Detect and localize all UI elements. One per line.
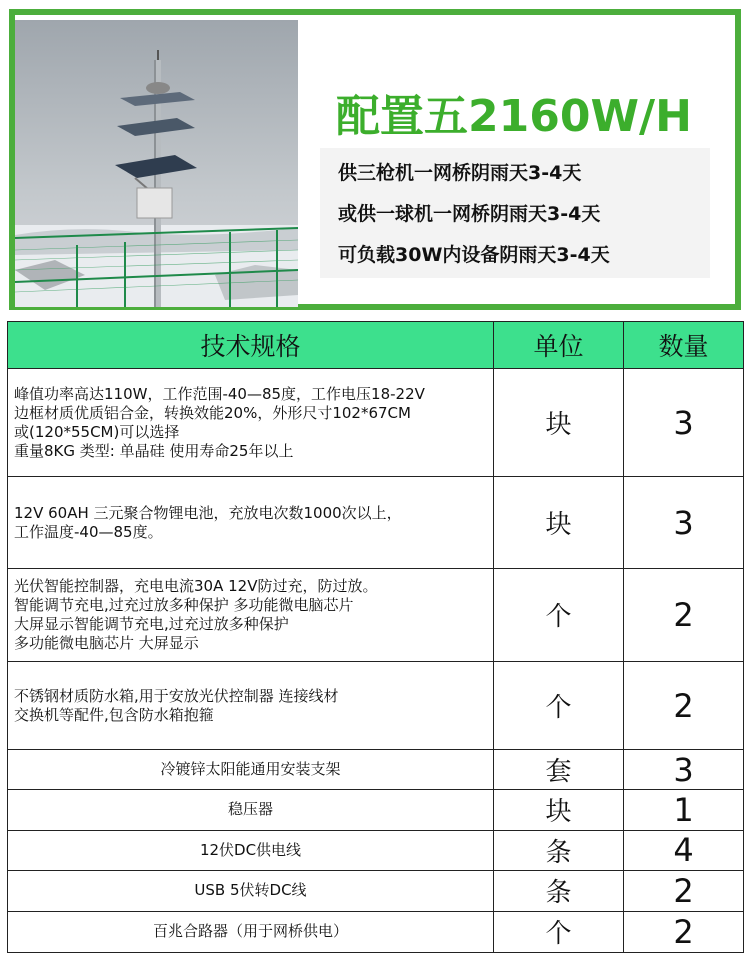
config-title: 配置五2160W/H (336, 91, 692, 142)
qty-cell: 2 (624, 568, 744, 661)
unit-cell: 块 (494, 790, 624, 830)
capability-line: 供三枪机一网桥阴雨天3-4天 (338, 162, 582, 184)
capability-line: 可负载30W内设备阴雨天3-4天 (338, 244, 610, 266)
unit-cell: 条 (494, 830, 624, 870)
unit-cell: 个 (494, 911, 624, 952)
spec-cell: 百兆合路器（用于网桥供电） (8, 911, 494, 952)
column-header-spec: 技术规格 (8, 322, 494, 369)
qty-cell: 4 (624, 830, 744, 870)
spec-line: 多功能微电脑芯片 大屏显示 (14, 633, 199, 652)
spec-line: 工作温度-40—85度。 (14, 522, 163, 541)
product-photo (15, 20, 298, 307)
spec-line: 重量8KG 类型: 单晶硅 使用寿命25年以上 (14, 441, 294, 460)
spec-line: 大屏显示智能调节充电,过充过放多种保护 (14, 614, 289, 633)
spec-cell: 稳压器 (8, 790, 494, 830)
table-row (8, 830, 744, 870)
spec-cell (8, 662, 494, 750)
capability-lines (320, 148, 710, 278)
qty-cell: 2 (624, 870, 744, 911)
table-row (8, 477, 744, 568)
table-row (8, 790, 744, 830)
table-header-row (8, 322, 744, 369)
unit-cell: 套 (494, 750, 624, 790)
qty-cell: 2 (624, 662, 744, 750)
qty-cell: 3 (624, 369, 744, 477)
unit-cell: 个 (494, 568, 624, 661)
spec-cell: 12伏DC供电线 (8, 830, 494, 870)
spec-line: 12V 60AH 三元聚合物锂电池，充放电次数1000次以上， (14, 503, 402, 522)
spec-line: 或(120*55CM)可以选择 (14, 422, 180, 441)
qty-cell: 3 (624, 477, 744, 568)
table-row (8, 750, 744, 790)
spec-line: 边框材质优质铝合金，转换效能20%，外形尺寸102*67CM (14, 403, 411, 422)
spec-cell: USB 5伏转DC线 (8, 870, 494, 911)
column-header-qty: 数量 (624, 322, 744, 369)
qty-cell: 3 (624, 750, 744, 790)
spec-line: 峰值功率高达110W，工作范围-40—85度，工作电压18-22V (14, 384, 425, 403)
table-row (8, 662, 744, 750)
spec-cell (8, 477, 494, 568)
capability-line: 或供一球机一网桥阴雨天3-4天 (338, 203, 601, 225)
table-row (8, 870, 744, 911)
unit-cell: 个 (494, 662, 624, 750)
spec-line: 智能调节充电,过充过放多种保护 多功能微电脑芯片 (14, 595, 354, 614)
qty-cell: 2 (624, 911, 744, 952)
unit-cell: 块 (494, 369, 624, 477)
unit-cell: 块 (494, 477, 624, 568)
spec-cell (8, 369, 494, 477)
table-row (8, 568, 744, 661)
spec-line: 不锈钢材质防水箱,用于安放光伏控制器 连接线材 (14, 686, 339, 705)
table-row (8, 369, 744, 477)
spec-line: 光伏智能控制器，充电电流30A 12V防过充，防过放。 (14, 576, 378, 595)
spec-line: 交换机等配件,包含防水箱抱箍 (14, 705, 214, 724)
table-row (8, 911, 744, 952)
spec-table (7, 321, 744, 953)
unit-cell: 条 (494, 870, 624, 911)
qty-cell: 1 (624, 790, 744, 830)
spec-cell (8, 568, 494, 661)
column-header-unit: 单位 (494, 322, 624, 369)
spec-cell: 冷镀锌太阳能通用安装支架 (8, 750, 494, 790)
